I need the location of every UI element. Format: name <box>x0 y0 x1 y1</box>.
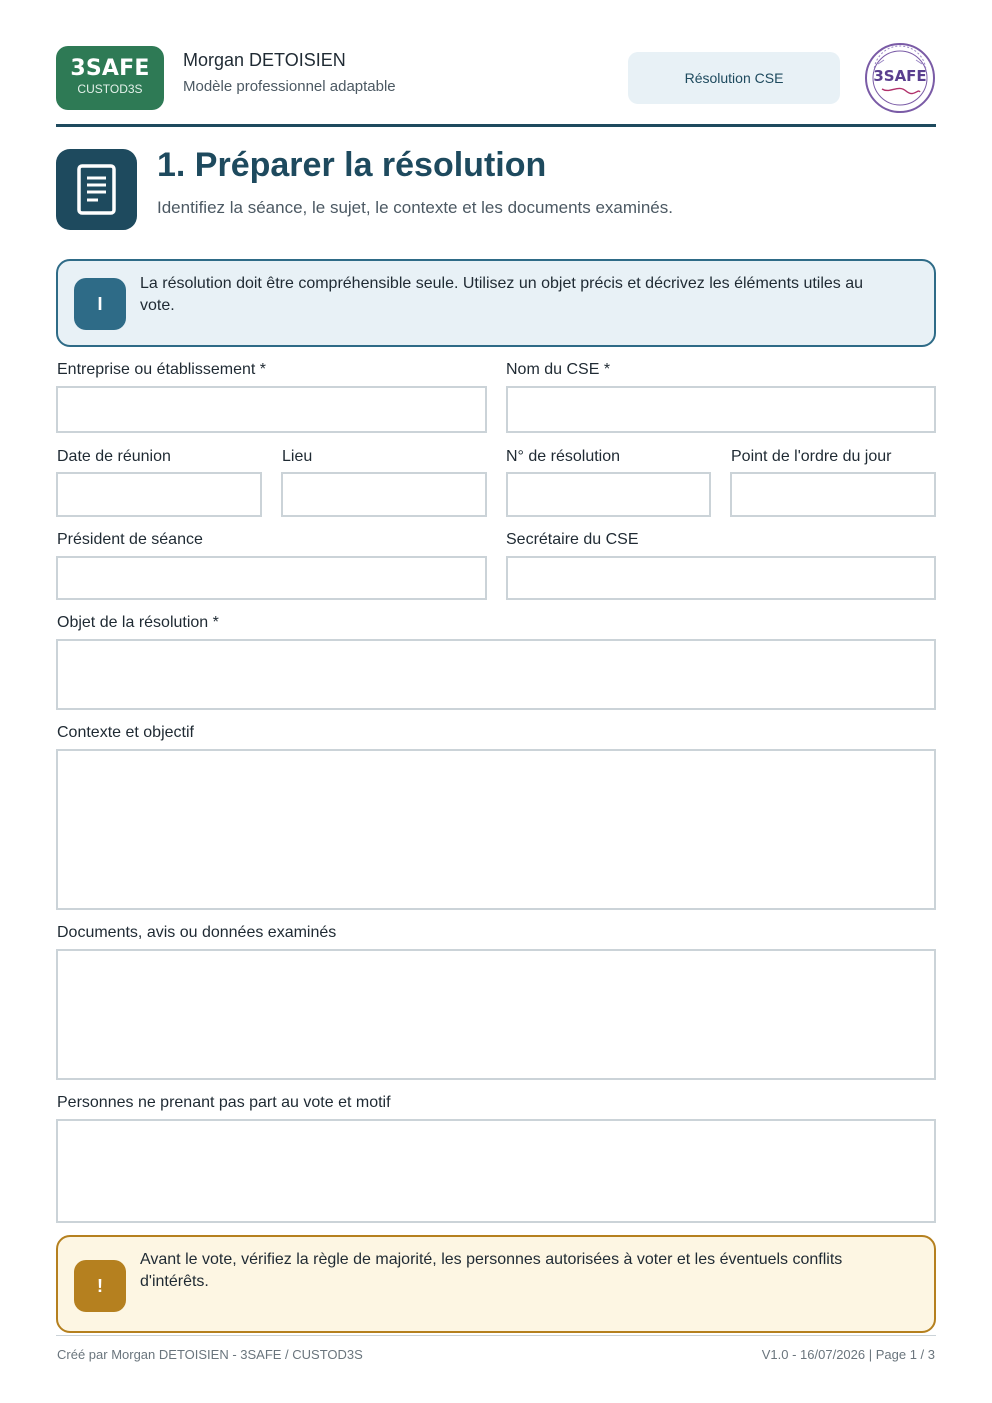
section-subtitle: Identifiez la séance, le sujet, le contexte et les documents examinés. <box>157 198 673 217</box>
num-resolution-field[interactable] <box>506 472 711 517</box>
header-divider <box>56 124 936 127</box>
nom-cse-field[interactable] <box>506 386 936 433</box>
num-resolution-label: N° de résolution <box>506 448 621 465</box>
secretaire-label: Secrétaire du CSE <box>506 531 639 548</box>
template-subtitle: Modèle professionnel adaptable <box>183 78 396 95</box>
footer-divider <box>56 1335 936 1336</box>
document-icon <box>56 149 137 230</box>
secretaire-field[interactable] <box>506 556 936 600</box>
author-name: Morgan DETOISIEN <box>183 50 346 70</box>
entreprise-field[interactable] <box>56 386 487 433</box>
entreprise-label: Entreprise ou établissement * <box>57 361 266 378</box>
seal-stamp-icon <box>864 42 936 114</box>
info-callout-text: La résolution doit être compréhensible seule. Utilisez un objet précis et décrivez les éléments utiles au vote. <box>140 275 864 314</box>
section-title: 1. Préparer la résolution <box>157 146 547 184</box>
info-badge-icon: I <box>74 278 126 330</box>
lieu-label: Lieu <box>282 448 313 465</box>
contexte-label: Contexte et objectif <box>57 724 194 741</box>
personnes-field[interactable] <box>56 1119 936 1223</box>
date-reunion-label: Date de réunion <box>57 448 171 465</box>
logo-main-text: 3SAFE <box>70 56 150 81</box>
documents-label: Documents, avis ou données examinés <box>57 924 337 941</box>
svg-text:3SAFE: 3SAFE <box>873 67 927 85</box>
nom-cse-label: Nom du CSE * <box>506 361 611 378</box>
logo-sub-text: CUSTOD3S <box>77 82 143 96</box>
personnes-label: Personnes ne prenant pas part au vote et motif <box>57 1094 391 1111</box>
footer-version-page: V1.0 - 16/07/2026 | Page 1 / 3 <box>761 1347 935 1362</box>
objet-field[interactable] <box>56 639 936 710</box>
footer-credit: Créé par Morgan DETOISIEN - 3SAFE / CUSTOD3S <box>57 1347 363 1362</box>
document-type-tag: Résolution CSE <box>628 52 840 104</box>
date-reunion-field[interactable] <box>56 472 262 517</box>
documents-field[interactable] <box>56 949 936 1080</box>
point-ordre-field[interactable] <box>730 472 936 517</box>
lieu-field[interactable] <box>281 472 487 517</box>
objet-label: Objet de la résolution * <box>57 614 219 631</box>
warning-badge-icon: ! <box>74 1260 126 1312</box>
brand-logo <box>56 46 164 110</box>
president-field[interactable] <box>56 556 487 600</box>
info-callout <box>56 259 936 347</box>
contexte-field[interactable] <box>56 749 936 910</box>
president-label: Président de séance <box>57 531 203 548</box>
point-ordre-label: Point de l'ordre du jour <box>731 448 892 465</box>
warning-callout <box>56 1235 936 1333</box>
warning-callout-text: Avant le vote, vérifiez la règle de majorité, les personnes autorisées à voter et les éventuels conflits d'intérêts. <box>140 1251 843 1290</box>
